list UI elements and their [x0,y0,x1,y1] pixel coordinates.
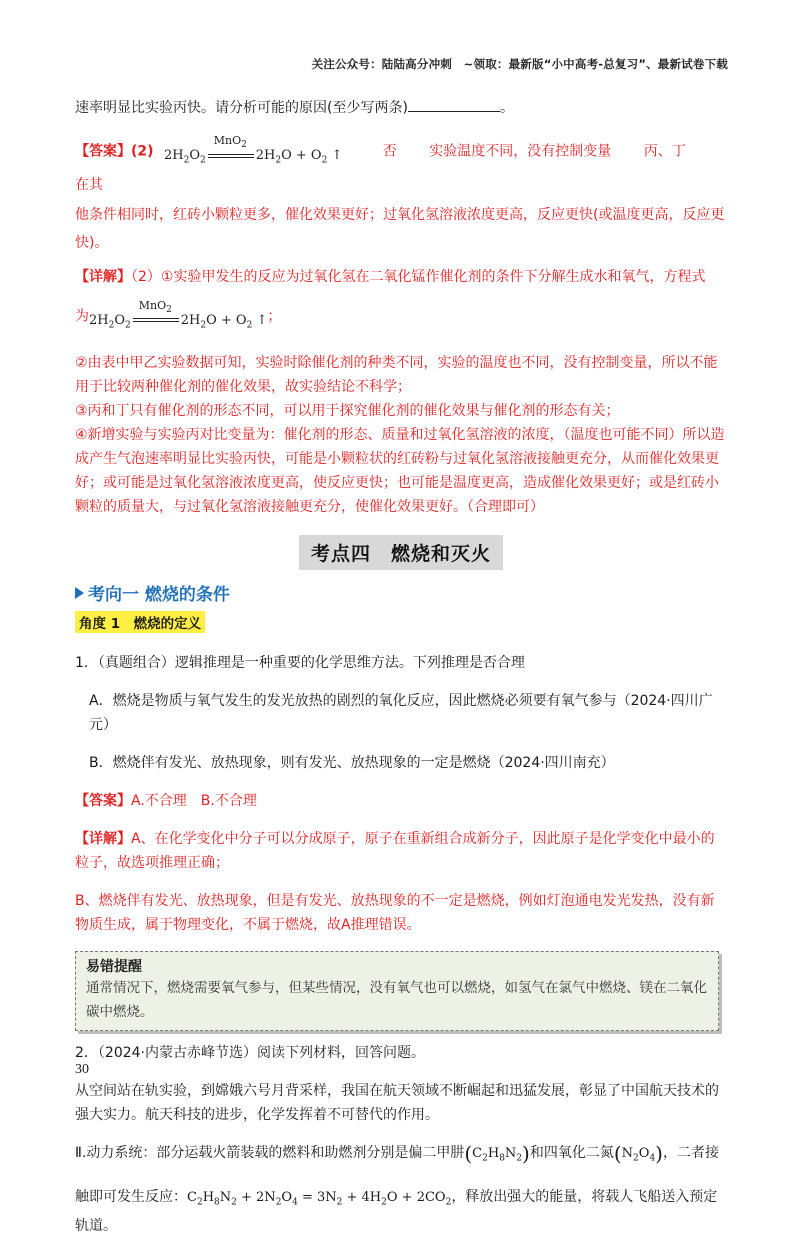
detail-para-3: ③丙和丁只有催化剂的形态不同，可以用于探究催化剂的催化效果与催化剂的形态有关； [75,403,620,420]
detail-eq-prefix: 为 [75,307,89,324]
answer-item-4-cont: 他条件相同时，红砖小颗粒更多，催化效果更好；过氧化氢溶液浓度更高，反应更快(或温度更高，反应更 [75,206,725,223]
detail-bracket: 【详解】 [75,268,131,285]
intro-text: 速率明显比实验丙快。请分析可能的原因(至少写两条) [75,100,408,116]
angle-title: 燃烧的定义 [133,616,202,633]
page-number: 30 [75,1062,89,1077]
q1-answer [75,789,727,813]
detail-equation-line [75,295,727,338]
catalyst-sub: 2 [241,140,247,151]
detail-line-1: （2）①实验甲发生的反应为过氧化氢在二氧化锰作催化剂的条件下分解生成水和氧气，方程式 [131,268,706,285]
q2-para-3a: 触即可发生反应： [75,1188,187,1205]
q1-detail-a-text: A、在化学变化中分子可以分成原子，原子在重新组合成新分子，因此原子是化学变化中最小的粒子，故选项推理正确； [75,831,715,872]
answer-item-3: 丙、丁 [643,143,686,160]
tip-title: 易错提醒 [86,959,142,976]
q1-answer-bracket: 【答案】 [75,793,131,810]
q2-para-3 [75,1185,727,1239]
answer-number: (2) [131,143,154,160]
formula-udmh: $(C_2H_8N_2)$ [464,1141,530,1166]
q2-para-2 [75,1141,727,1171]
detail-para-4: ④新增实验与实验丙对比变量为：催化剂的形态、质量和过氧化氢溶液的浓度，（温度也可能不同）所以造成产生气泡速率明显比实验丙快，可能是小颗粒状的红砖粉与过氧化氢溶液接触更充分，从而催化效果更好；或可能是过氧化氢溶液浓度更高，使反应更快；也可能是温度更高，造成催化效果更好；或是红砖小颗粒的质量大，与过氧化氢溶液接触更充分，使催化效果更好。（合理即可） [75,427,725,516]
equation-h2o2-decomposition: $2H_2O_2$ MnO$_2$ $2H_2O + O_2$ ↑ [164,130,342,173]
q1-option-a: A．燃烧是物质与氧气发生的发光放热的剧烈的氧化反应，因此燃烧必须要有氧气参与（2024·四川广元） [89,693,713,734]
q2-para-1: 从空间站在轨实验，到嫦娥六号月背采样，我国在航天领域不断崛起和迅猛发展，彰显了中国航天技术的强大实力。航天科技的进步，化学发挥着不可替代的作用。 [75,1083,719,1124]
page-header: 关注公众号：陆陆高分冲刺 ~领取：最新版“小中高考-总复习”、最新试卷下载 [311,57,728,71]
angle-label: 角度 1 [79,616,121,633]
question-2-stem [75,1041,727,1065]
q1-answer-text: A.不合理 B.不合理 [131,793,257,810]
q1-detail-b: B、燃烧伴有发光、放热现象，但是有发光、放热现象的不一定是燃烧，例如灯泡通电发光发热，没有新物质生成，属于物理变化，不属于燃烧，故A推理错误。 [75,893,715,934]
detail-block-1 [75,265,727,289]
q1-number: 1． [75,655,98,672]
direction-heading [75,580,727,605]
answer-blank [408,97,500,112]
q2-stem-text: （2024·内蒙古赤峰节选）阅读下列材料，回答问题。 [97,1045,425,1062]
catalyst-label: MnO [213,134,242,147]
section-title-wrap [75,535,727,570]
direction-title: 考向一 燃烧的条件 [88,585,230,606]
main-content [75,96,727,1252]
answer-item-2: 实验温度不同，没有控制变量 [429,143,612,160]
detail-catalyst-label: MnO [138,298,167,312]
tip-body: 通常情况下，燃烧需要氧气参与，但某些情况，没有氧气也可以燃烧，如氢气在氯气中燃烧、镁在二氧化碳中燃烧。 [86,980,707,1021]
answer-item-4-end: 快)。 [75,234,109,251]
q2-para-2a: Ⅱ.动力系统：部分运载火箭装载的燃料和助燃剂分别是偏二甲肼 [75,1145,465,1162]
question-1-stem [75,651,727,675]
answer-block-1 [75,130,727,197]
formula-n2o4: $(N_2O_4)$ [613,1141,663,1166]
answer-item-1: 否 [382,143,397,160]
answer-bracket: 【答案】 [75,143,131,160]
triangle-icon [75,587,84,599]
q1-detail-a [75,827,727,875]
detail-catalyst-arrow [133,298,179,333]
error-tip-box [75,951,719,1031]
q2-para-2b: 和四氧化二氮 [529,1145,614,1162]
q1-option-b: B．燃烧伴有发光、放热现象，则有发光、放热现象的一定是燃烧（2024·四川南充） [89,755,615,772]
q1-detail-bracket: 【详解】 [75,831,131,848]
answer-item-4-start: 在其 [75,176,103,193]
reaction-equation: $C_2H_8N_2 + 2N_2O_4 = 3N_2 + 4H_2O + 2CO_2$ [187,1189,452,1208]
intro-end: 。 [499,100,514,116]
q2-para-2c: ，二者接 [662,1145,719,1162]
intro-line [75,96,727,120]
detail-para-2: ②由表中甲乙实验数据可知，实验时除催化剂的种类不同，实验的温度也不同，没有控制变量，所以不能用于比较两种催化剂的催化效果，故实验结论不科学； [75,355,718,396]
section-title: 考点四 燃烧和灭火 [299,535,503,570]
q1-stem-text: （真题组合）逻辑推理是一种重要的化学思维方法。下列推理是否合理 [97,655,525,672]
q2-number: 2． [75,1045,98,1062]
detail-equation: $2H_2O_2$ MnO$_2$ $2H_2O + O_2$ ↑ [89,295,267,338]
detail-eq-suffix: ； [267,307,282,324]
angle-tag [75,611,205,633]
catalyst-arrow [208,134,254,168]
detail-catalyst-sub: 2 [166,304,172,315]
q2-para-3b: ，释放出强大的能量，将载人飞船送入预定轨道。 [75,1188,718,1235]
